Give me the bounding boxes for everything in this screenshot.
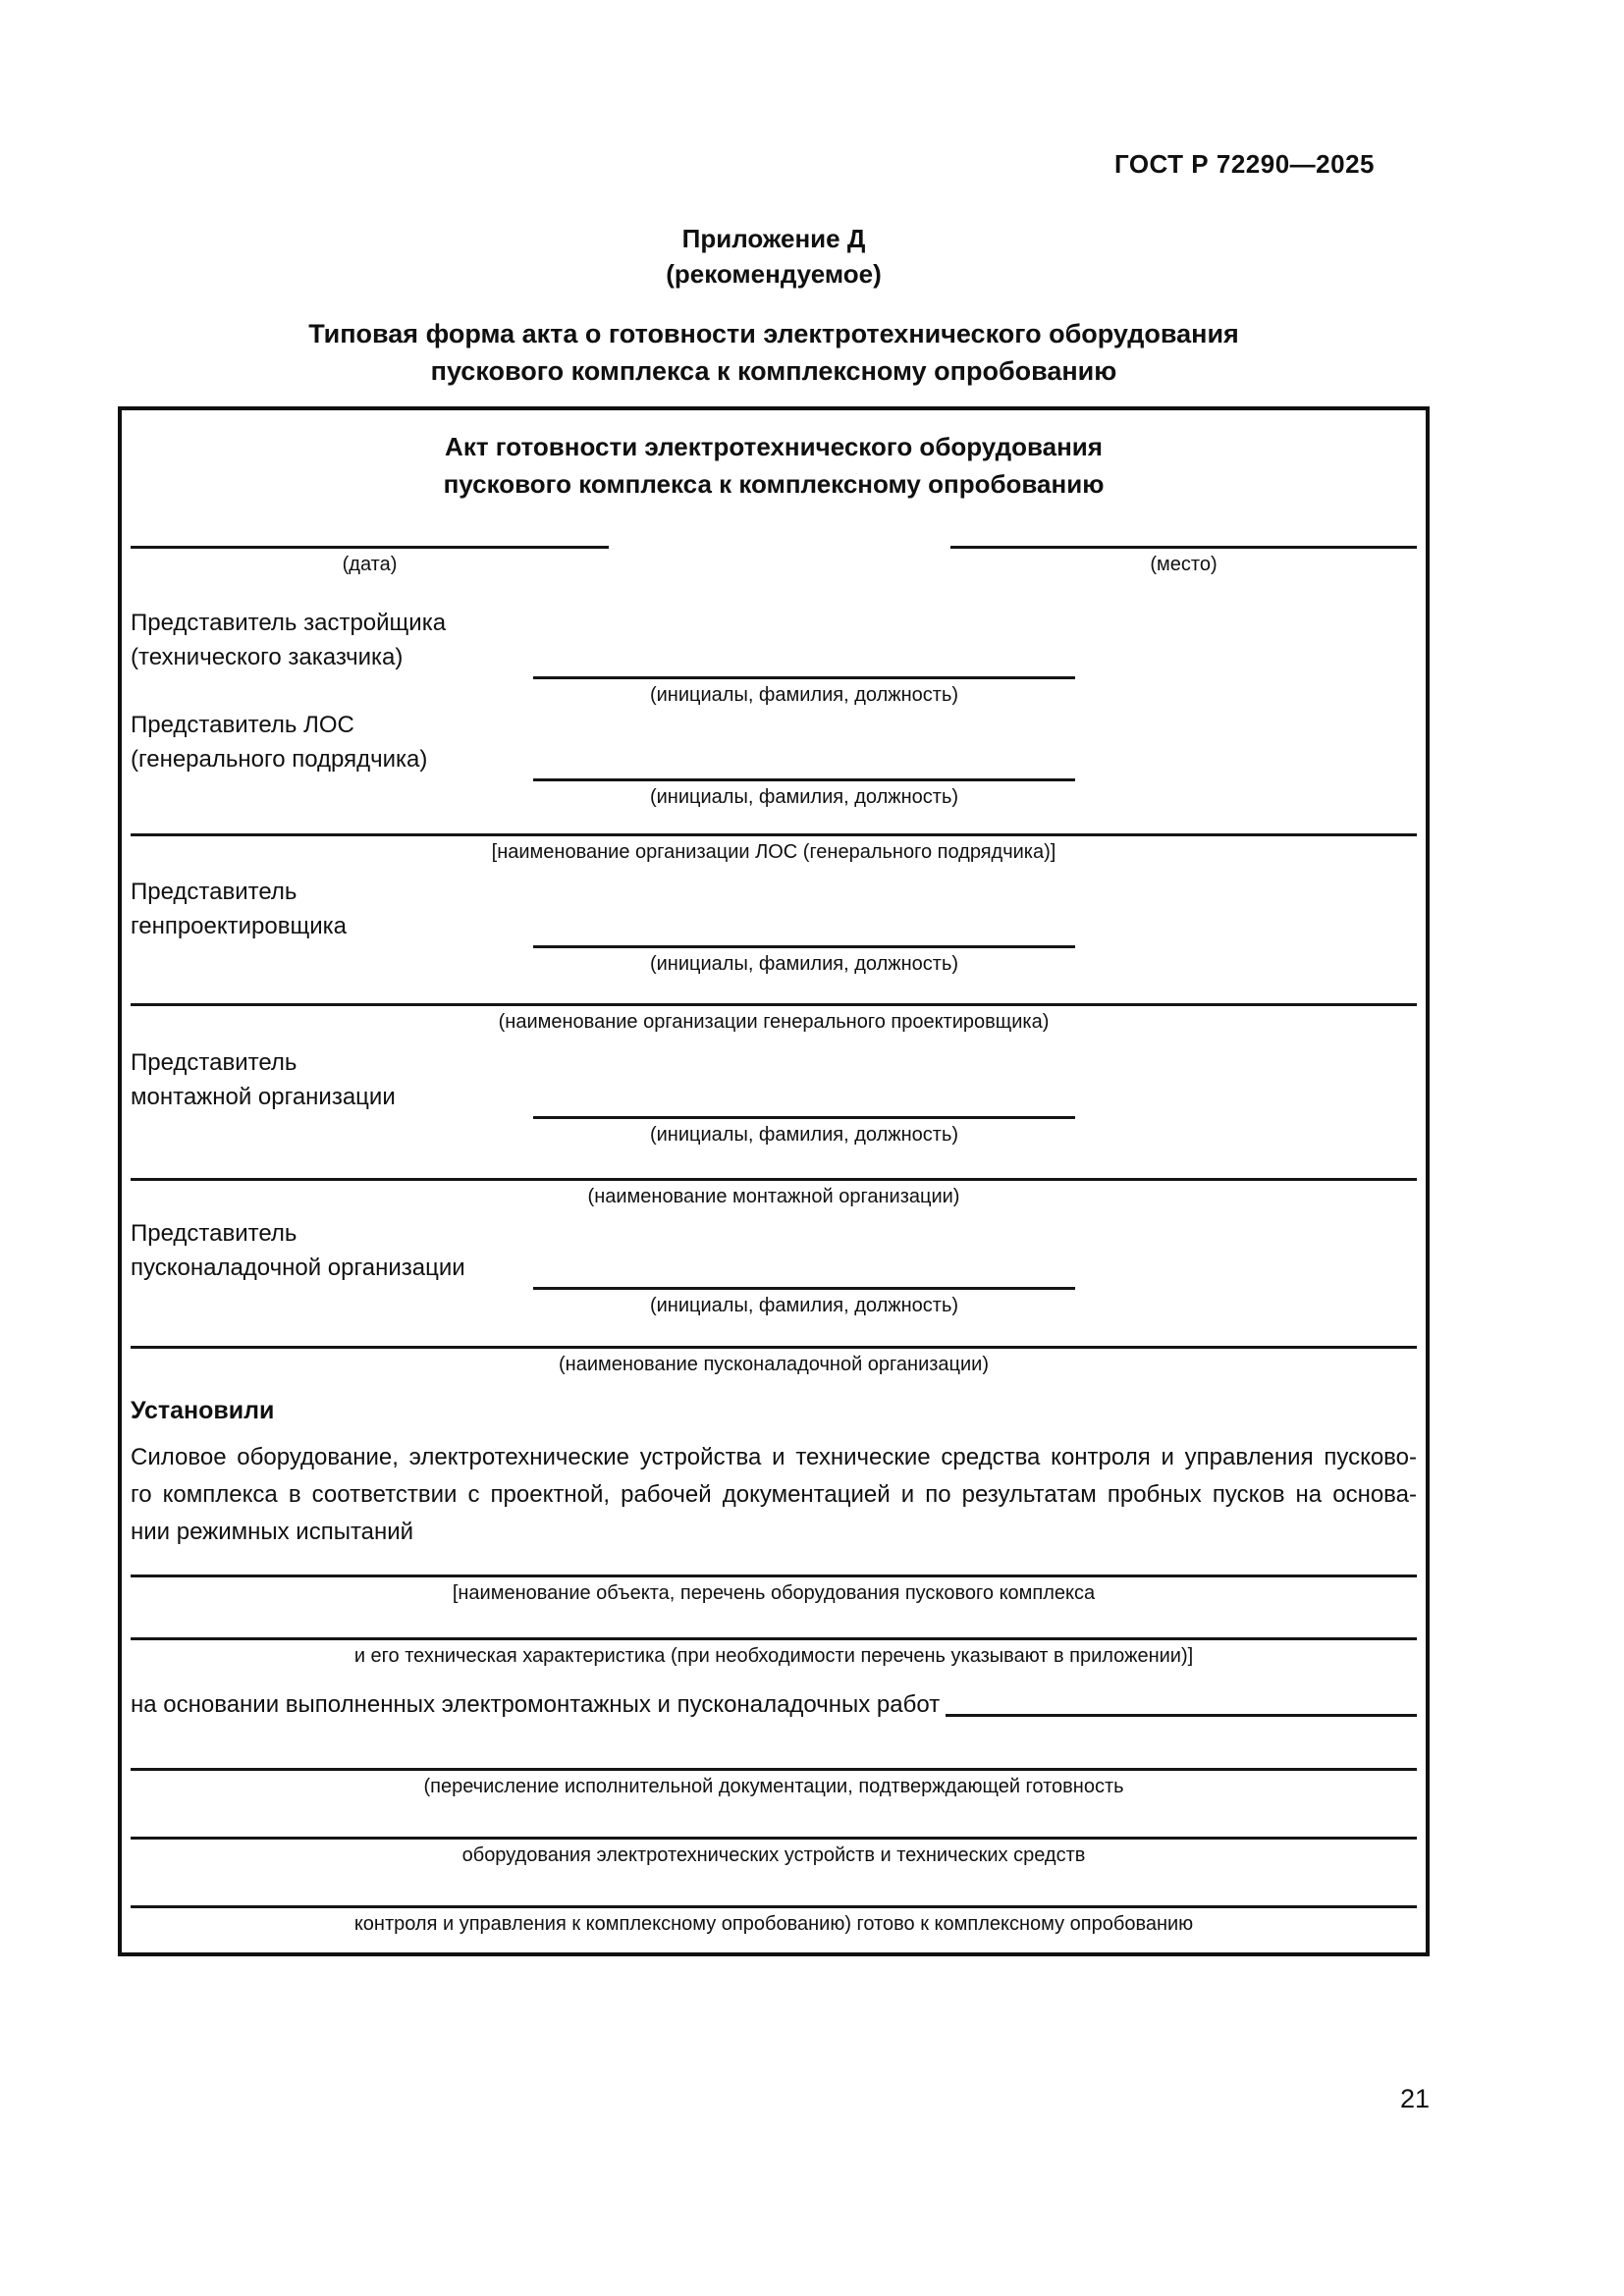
organization-blank-line[interactable]	[131, 1346, 1417, 1349]
documentation-caption: (перечисление исполнительной документации, подтверждающей готовность	[423, 1776, 1124, 1797]
documentation-blank-line[interactable]	[131, 1905, 1417, 1908]
form-title-line2: пускового комплекса к комплексному опробованию	[443, 469, 1105, 499]
standard-reference: ГОСТ Р 72290—2025	[1113, 149, 1375, 179]
basis-blank-line[interactable]	[946, 1714, 1417, 1717]
signature-field	[533, 778, 1075, 810]
signature-blank-line[interactable]	[533, 1287, 1075, 1290]
organization-caption: (наименование монтажной организации)	[587, 1186, 960, 1207]
representative-row-developer	[131, 606, 1417, 708]
representative-label: Представитель застройщика (технического заказчика)	[131, 610, 447, 670]
representative-label: Представитель генпроектировщика	[131, 879, 348, 939]
signature-field	[533, 676, 1075, 708]
appendix-heading	[118, 221, 1430, 292]
signature-blank-line[interactable]	[533, 676, 1075, 679]
signature-blank-line[interactable]	[533, 1116, 1075, 1119]
documentation-blank-line[interactable]	[131, 1768, 1417, 1771]
signature-field	[533, 1287, 1075, 1318]
signature-caption: (инициалы, фамилия, должность)	[649, 1295, 959, 1316]
object-caption: [наименование объекта, перечень оборудования пускового комплекса	[452, 1582, 1096, 1604]
place-field	[950, 546, 1417, 577]
appendix-label: Приложение Д	[681, 224, 866, 253]
content-column	[118, 0, 1430, 2114]
resolution-line: Силовое оборудование, электротехнические устройства и технические средства контроля и управления пусково-	[131, 1444, 1417, 1470]
resolved-heading: Установили	[131, 1397, 275, 1424]
object-blank-line[interactable]	[131, 1575, 1417, 1577]
representative-row-general-designer	[131, 875, 1417, 977]
documentation-caption: оборудования электротехнических устройств и технических средств	[461, 1844, 1086, 1866]
organization-field-commissioning-org	[131, 1346, 1417, 1377]
signature-field	[533, 1116, 1075, 1148]
representative-label: Представитель пусконаладочной организации	[131, 1220, 465, 1281]
resolution-line: нии режимных испытаний	[131, 1519, 414, 1545]
organization-field-general-designer	[131, 1003, 1417, 1035]
organization-blank-line[interactable]	[131, 833, 1417, 836]
signature-caption: (инициалы, фамилия, должность)	[649, 1124, 959, 1146]
organization-field-installation-org	[131, 1178, 1417, 1209]
representative-row-general-contractor	[131, 708, 1417, 810]
object-name-field-1	[131, 1575, 1417, 1606]
document-title-line2: пускового комплекса к комплексному опробованию	[430, 356, 1117, 386]
organization-caption: [наименование организации ЛОС (генерального подрядчика)]	[491, 841, 1056, 863]
signature-caption: (инициалы, фамилия, должность)	[649, 953, 959, 975]
place-blank-line[interactable]	[950, 546, 1417, 549]
signature-caption: (инициалы, фамилия, должность)	[649, 684, 959, 706]
signature-caption: (инициалы, фамилия, должность)	[649, 786, 959, 808]
place-caption: (место)	[1150, 554, 1218, 575]
object-name-field-2	[131, 1637, 1417, 1669]
signature-field	[533, 945, 1075, 977]
documentation-field-3	[131, 1905, 1417, 1937]
resolution-paragraph	[131, 1439, 1417, 1551]
representative-row-installation-org	[131, 1045, 1417, 1148]
organization-blank-line[interactable]	[131, 1003, 1417, 1006]
document-title	[118, 315, 1430, 390]
date-caption: (дата)	[342, 554, 398, 575]
representative-label: Представитель монтажной организации	[131, 1049, 396, 1110]
date-field	[131, 546, 609, 577]
organization-caption: (наименование пусконаладочной организации)	[559, 1354, 989, 1375]
page-number: 21	[1399, 2084, 1430, 2113]
resolution-line: го комплекса в соответствии с проектной, рабочей документацией и по результатам пробных пусков на основа-	[131, 1481, 1417, 1508]
documentation-blank-line[interactable]	[131, 1837, 1417, 1840]
documentation-field-1	[131, 1768, 1417, 1799]
object-blank-line[interactable]	[131, 1637, 1417, 1640]
basis-text: на основании выполненных электромонтажных и пусконаладочных работ	[131, 1691, 941, 1718]
object-caption: и его техническая характеристика (при необходимости перечень указывают в приложении)]	[353, 1645, 1194, 1667]
organization-field-general-contractor	[131, 833, 1417, 865]
organization-blank-line[interactable]	[131, 1178, 1417, 1181]
act-form-box	[118, 406, 1430, 1956]
appendix-kind: (рекомендуемое)	[666, 259, 882, 289]
representative-row-commissioning-org	[131, 1216, 1417, 1318]
date-place-row	[131, 546, 1417, 577]
document-title-line1: Типовая форма акта о готовности электротехнического оборудования	[308, 319, 1239, 348]
signature-blank-line[interactable]	[533, 778, 1075, 781]
form-title	[131, 428, 1417, 503]
basis-row	[131, 1688, 1417, 1722]
signature-blank-line[interactable]	[533, 945, 1075, 948]
documentation-field-2	[131, 1837, 1417, 1868]
documentation-caption: контроля и управления к комплексному опробованию) готово к комплексному опробованию	[353, 1913, 1194, 1935]
form-title-line1: Акт готовности электротехнического оборудования	[445, 432, 1103, 461]
representative-label: Представитель ЛОС (генерального подрядчика)	[131, 712, 428, 773]
date-blank-line[interactable]	[131, 546, 609, 549]
organization-caption: (наименование организации генерального проектировщика)	[498, 1011, 1050, 1033]
